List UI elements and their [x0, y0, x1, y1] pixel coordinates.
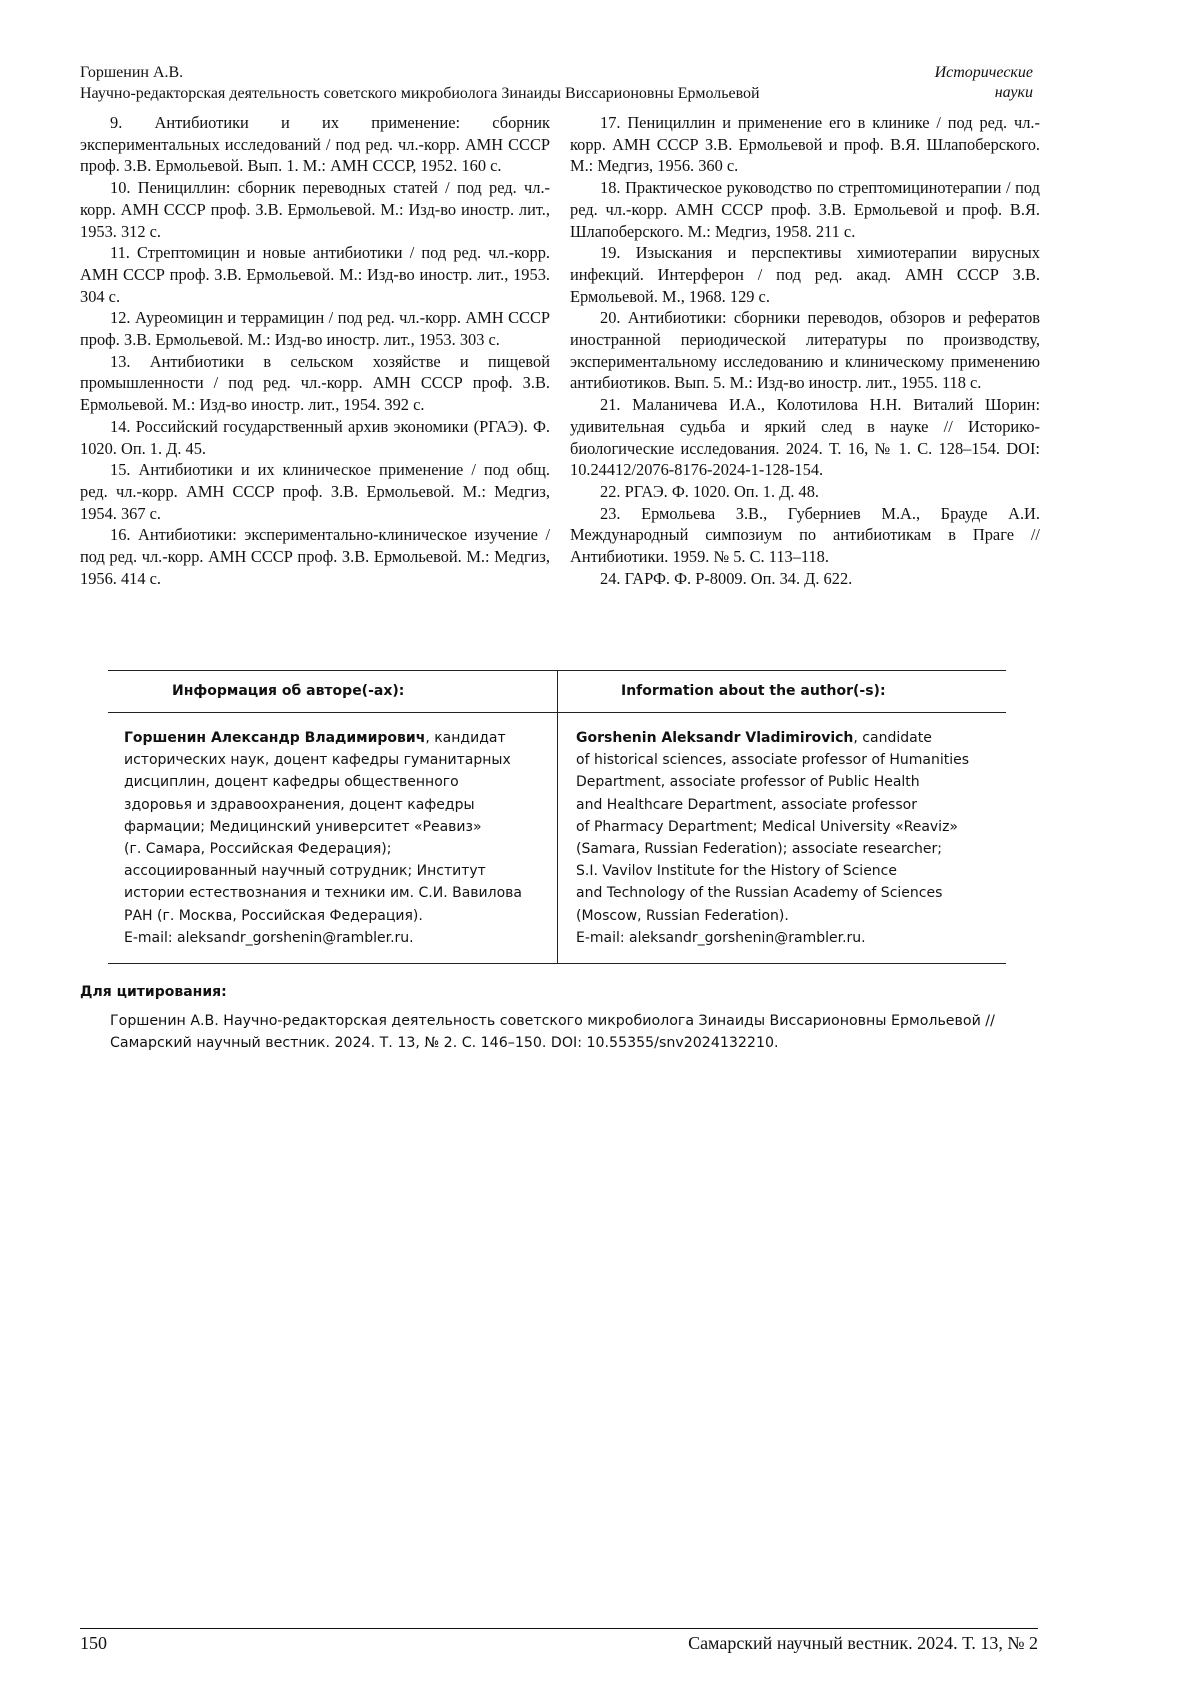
reference-item: 23. Ермольева З.В., Губерниев М.А., Брауде А.И. Международный симпозиум по антибиотикам в Праге // Антибиотики. 1959. № 5. С. 113–118.	[570, 503, 1040, 568]
header-author: Горшенин А.В.	[80, 63, 183, 83]
header-section-line2: науки	[935, 83, 1033, 103]
author-info-en-line: of historical sciences, associate professor of Humanities	[576, 749, 1001, 771]
journal-citation: Самарский научный вестник. 2024. Т. 13, № 2	[688, 1633, 1038, 1654]
reference-item: 17. Пенициллин и применение его в клинике / под ред. чл.-корр. АМН СССР З.В. Ермольевой и проф. В.Я. Шлапоберского. М.: Медгиз, 1956. 360 с.	[570, 112, 1040, 177]
author-info-table	[108, 670, 1006, 964]
table-header-divider	[108, 712, 1006, 713]
author-info-ru-line: (г. Самара, Российская Федерация);	[124, 838, 549, 860]
reference-item: 9. Антибиотики и их применение: сборник экспериментальных исследований / под ред. чл.-корр. АМН СССР проф. З.В. Ермольевой. Вып. 1. М.: АМН СССР, 1952. 160 с.	[80, 112, 550, 177]
author-info-en-line: Department, associate professor of Public Health	[576, 771, 1001, 793]
reference-item: 20. Антибиотики: сборники переводов, обзоров и рефератов иностранной периодической литературы по производству, экспериментальному исследованию и клиническому применению антибиотиков. Вып. 5. М.: Изд-во иностр. лит., 1955. 118 с.	[570, 307, 1040, 394]
header-section-line1: Исторические	[935, 63, 1033, 83]
author-info-ru-line: дисциплин, доцент кафедры общественного	[124, 771, 549, 793]
reference-item: 15. Антибиотики и их клиническое применение / под общ. ред. чл.-корр. АМН СССР проф. З.В. Ермольевой. М.: Медгиз, 1954. 367 с.	[80, 459, 550, 524]
header-section	[935, 63, 1033, 103]
citation-text	[110, 1010, 1045, 1054]
author-info-en-line: (Moscow, Russian Federation).	[576, 905, 1001, 927]
author-info-heading-ru: Информация об авторе(-ах):	[172, 683, 404, 699]
author-info-ru	[124, 727, 549, 949]
author-info-ru-line: исторических наук, доцент кафедры гуманитарных	[124, 749, 549, 771]
author-info-ru-line: здоровья и здравоохранения, доцент кафедры	[124, 794, 549, 816]
reference-item: 13. Антибиотики в сельском хозяйстве и пищевой промышленности / под ред. чл.-корр. АМН СССР проф. З.В. Ермольевой. М.: Изд-во иностр. лит., 1954. 392 с.	[80, 351, 550, 416]
author-name-ru: Горшенин Александр Владимирович	[124, 730, 425, 746]
author-info-ru-line: ассоциированный научный сотрудник; Институт	[124, 860, 549, 882]
author-info-en-line: (Samara, Russian Federation); associate researcher;	[576, 838, 1001, 860]
table-column-divider	[557, 671, 558, 963]
reference-item: 18. Практическое руководство по стрептомицинотерапии / под ред. чл.-корр. АМН СССР проф. З.В. Ермольевой и проф. В.Я. Шлапоберского. М.: Медгиз, 1958. 211 с.	[570, 177, 1040, 242]
author-info-en-line: S.I. Vavilov Institute for the History of Science	[576, 860, 1001, 882]
reference-item: 24. ГАРФ. Ф. Р-8009. Оп. 34. Д. 622.	[570, 568, 1040, 590]
author-email-en: E-mail: aleksandr_gorshenin@rambler.ru.	[576, 927, 1001, 949]
reference-item: 19. Изыскания и перспективы химиотерапии вирусных инфекций. Интерферон / под ред. акад. АМН СССР З.В. Ермольевой. М., 1968. 129 с.	[570, 242, 1040, 307]
citation-line: Горшенин А.В. Научно-редакторская деятельность советского микробиолога Зинаиды Виссарионовны Ермольевой //	[110, 1010, 1045, 1032]
reference-item: 10. Пенициллин: сборник переводных статей / под ред. чл.-корр. АМН СССР проф. З.В. Ермольевой. М.: Изд-во иностр. лит., 1953. 312 с.	[80, 177, 550, 242]
author-info-ru-line: РАН (г. Москва, Российская Федерация).	[124, 905, 549, 927]
author-info-ru-line: истории естествознания и техники им. С.И. Вавилова	[124, 882, 549, 904]
author-info-en-line: of Pharmacy Department; Medical University «Reaviz»	[576, 816, 1001, 838]
reference-item: 22. РГАЭ. Ф. 1020. Оп. 1. Д. 48.	[570, 481, 1040, 503]
author-email-ru: E-mail: aleksandr_gorshenin@rambler.ru.	[124, 927, 549, 949]
author-info-en-line: and Healthcare Department, associate professor	[576, 794, 1001, 816]
references-right-column	[570, 112, 1040, 589]
author-info-ru-line: фармации; Медицинский университет «Реавиз»	[124, 816, 549, 838]
author-info-heading-en: Information about the author(-s):	[621, 683, 886, 699]
reference-item: 14. Российский государственный архив экономики (РГАЭ). Ф. 1020. Оп. 1. Д. 45.	[80, 416, 550, 459]
author-info-en	[576, 727, 1001, 949]
reference-item: 16. Антибиотики: экспериментально-клиническое изучение / под ред. чл.-корр. АМН СССР проф. З.В. Ермольевой. М.: Медгиз, 1956. 414 с.	[80, 524, 550, 589]
footer-rule	[80, 1628, 1038, 1629]
reference-item: 12. Ауреомицин и террамицин / под ред. чл.-корр. АМН СССР проф. З.В. Ермольевой. М.: Изд-во иностр. лит., 1953. 303 с.	[80, 307, 550, 350]
header-article-title: Научно-редакторская деятельность советского микробиолога Зинаиды Виссарионовны Ермольевой	[80, 84, 760, 104]
author-info-en-line: and Technology of the Russian Academy of Sciences	[576, 882, 1001, 904]
citation-label: Для цитирования:	[80, 984, 227, 1000]
page-number: 150	[80, 1633, 107, 1654]
references-left-column	[80, 112, 550, 589]
citation-line: Самарский научный вестник. 2024. Т. 13, № 2. С. 146–150. DOI: 10.55355/snv2024132210.	[110, 1032, 1045, 1054]
author-info-en-line: Gorshenin Aleksandr Vladimirovich, candidate	[576, 727, 1001, 749]
reference-item: 11. Стрептомицин и новые антибиотики / под ред. чл.-корр. АМН СССР проф. З.В. Ермольевой. М.: Изд-во иностр. лит., 1953. 304 с.	[80, 242, 550, 307]
running-head	[80, 60, 1033, 106]
author-name-en: Gorshenin Aleksandr Vladimirovich	[576, 730, 853, 746]
reference-item: 21. Маланичева И.А., Колотилова Н.Н. Виталий Шорин: удивительная судьба и яркий след в науке // Историко-биологические исследования. 2024. Т. 16, № 1. С. 128–154. DOI: 10.24412/2076-8176-2024-1-128-154.	[570, 394, 1040, 481]
author-info-ru-line: Горшенин Александр Владимирович, кандидат	[124, 727, 549, 749]
